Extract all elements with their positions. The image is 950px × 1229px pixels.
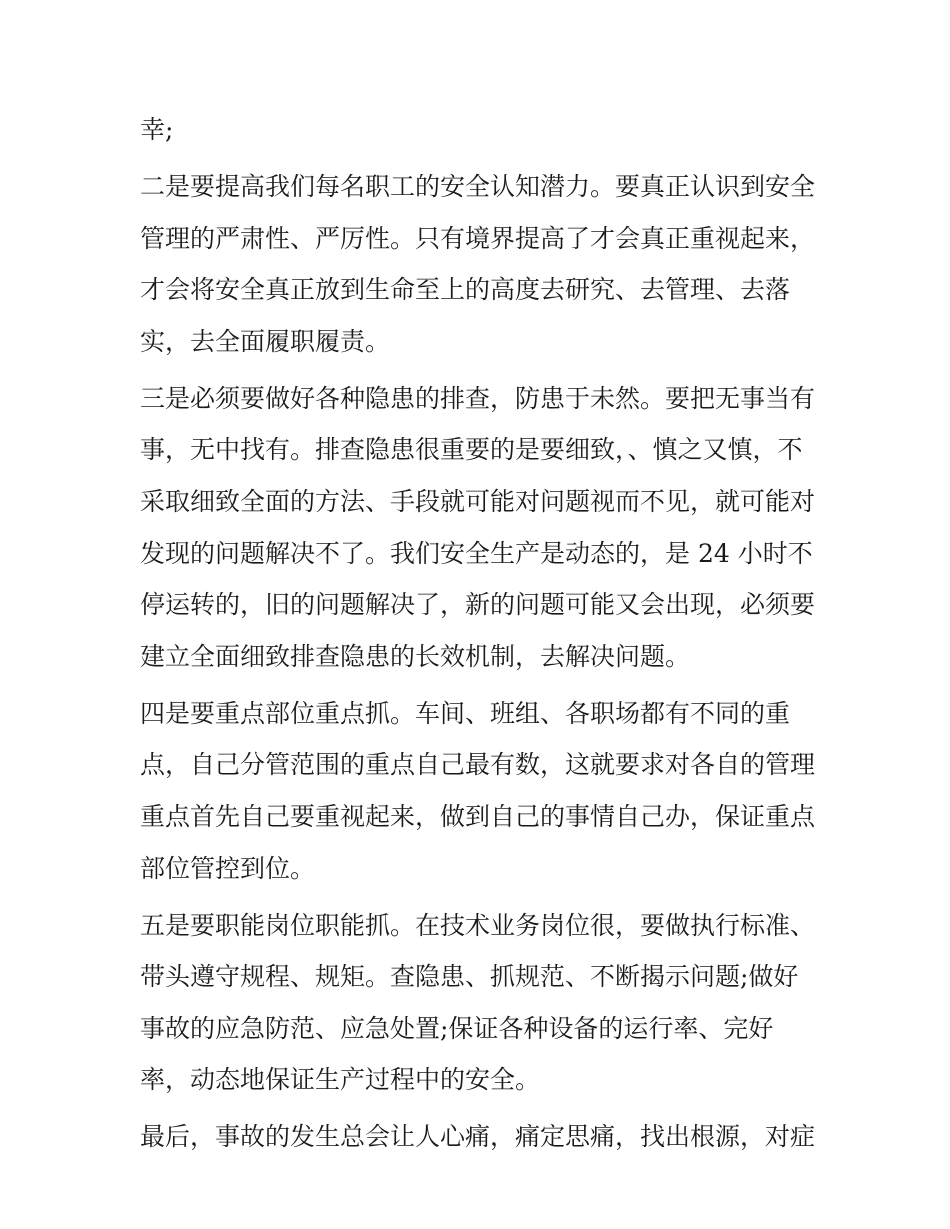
document-body <box>140 110 820 1169</box>
text-line: 五是要职能岗位职能抓。在技术业务岗位很，要做执行标准、 <box>140 910 816 940</box>
text-line: 事，无中找有。排查隐患很重要的是要细致，、慎之又慎，不 <box>140 435 803 465</box>
text-line: 最后，事故的发生总会让人心痛，痛定思痛，找出根源，对症 <box>140 1122 816 1152</box>
text-line: 重点首先自己要重视起来，做到自己的事情自己办，保证重点 <box>140 801 816 831</box>
text-line: 才会将安全真正放到生命至上的高度去研究、去管理、去落 <box>140 275 791 305</box>
text-line: 带头遵守规程、规矩。查隐患、抓规范、不断揭示问题;做好 <box>140 962 799 992</box>
text-line: 实，去全面履职履责。 <box>140 326 391 356</box>
text-line: 建立全面细致排查隐患的长效机制，去解决问题。 <box>140 641 691 671</box>
text-line: 点，自己分管范围的重点自己最有数，这就要求对各自的管理 <box>140 750 816 780</box>
text-line: 采取细致全面的方法、手段就可能对问题视而不见，就可能对 <box>140 486 816 516</box>
text-line: 幸; <box>140 115 174 144</box>
text-line: 发现的问题解决不了。我们安全生产是动态的，是 24 小时不 <box>140 538 813 568</box>
text-line: 二是要提高我们每名职工的安全认知潜力。要真正认识到安全 <box>140 172 816 201</box>
text-line: 管理的严肃性、严厉性。只有境界提高了才会真正重视起来， <box>140 223 816 253</box>
text-line: 停运转的，旧的问题解决了，新的问题可能又会出现，必须要 <box>140 590 816 620</box>
text-line: 部位管控到位。 <box>140 853 316 883</box>
text-line: 事故的应急防范、应急处置;保证各种设备的运行率、完好 <box>140 1013 774 1043</box>
text-line: 三是必须要做好各种隐患的排查，防患于未然。要把无事当有 <box>140 383 816 413</box>
text-line: 率，动态地保证生产过程中的安全。 <box>140 1065 541 1095</box>
text-line: 四是要重点部位重点抓。车间、班组、各职场都有不同的重 <box>140 698 791 728</box>
